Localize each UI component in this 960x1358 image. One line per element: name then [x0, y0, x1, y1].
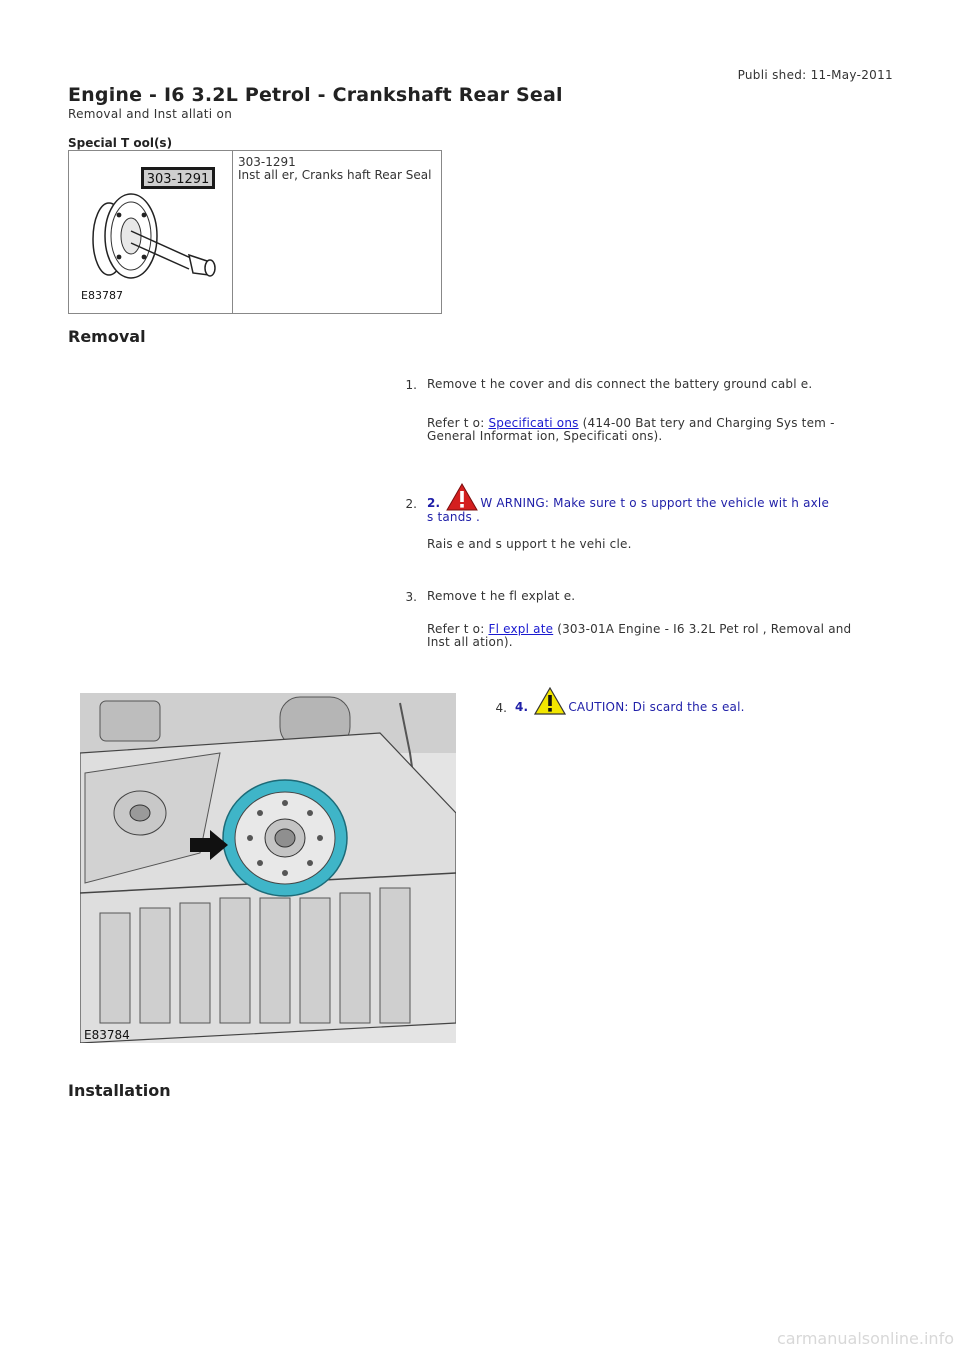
step-1-ref-line2: General Informat ion, Specificati ons).: [427, 429, 663, 443]
step-4-image: [80, 693, 456, 1043]
step-1-ref-rest: (414-00 Bat tery and Charging Sys tem -: [582, 416, 835, 430]
tool-name: Inst all er, Cranks haft Rear Seal: [238, 168, 432, 182]
special-tools-table: [68, 150, 442, 314]
specifications-link[interactable]: Specificati ons: [488, 416, 579, 430]
step-3-reference: [427, 623, 887, 649]
step-1-number: 1.: [405, 378, 417, 392]
tool-description: [238, 156, 431, 182]
published-date: Publi shed: 11-May-2011: [737, 68, 893, 82]
watermark: carmanualsonline.info: [776, 1329, 954, 1348]
step-3-number: 3.: [405, 590, 417, 604]
step-2-warning-line1: W ARNING: Make sure t o s upport the vehicle wit h axle: [480, 496, 830, 510]
step-2-bold-number: 2.: [427, 496, 441, 510]
tool-number: 303-1291: [238, 155, 296, 169]
step-2-text: Rais e and s upport t he vehi cle.: [427, 537, 632, 551]
crankshaft-seal-installer-illustration: [69, 151, 232, 313]
flexplate-link[interactable]: Fl expl ate: [488, 622, 554, 636]
removal-heading: Removal: [68, 327, 146, 346]
step-3-text: Remove t he fl explat e.: [427, 589, 576, 603]
warning-icon: [446, 483, 478, 511]
step-2-warning-line2: s tands .: [427, 510, 481, 524]
step-4-caution: [515, 687, 895, 715]
caution-icon: [534, 687, 566, 715]
step-3-ref-prefix: Refer t o:: [427, 622, 485, 636]
step-3-ref-rest: (303-01A Engine - I6 3.2L Pet rol , Removal and: [557, 622, 852, 636]
step-4-bold-number: 4.: [515, 700, 529, 714]
special-tools-heading: Special T ool(s): [68, 136, 173, 150]
step-3-ref-line2: Inst all ation).: [427, 635, 513, 649]
step-4-image-label: E83784: [84, 1028, 130, 1042]
page-subtitle: Removal and Inst allati on: [68, 107, 233, 121]
step-4-caution-text: CAUTION: Di scard the s eal.: [568, 700, 745, 714]
step-1-reference: [427, 417, 887, 443]
step-2-number: 2.: [405, 497, 417, 511]
installation-heading: Installation: [68, 1081, 171, 1100]
step-2-warning: [427, 483, 887, 524]
tool-badge-text: 303-1291: [146, 172, 210, 187]
tool-image: [69, 151, 233, 313]
page-title: Engine - I6 3.2L Petrol - Crankshaft Rear Seal: [68, 84, 563, 106]
step-1-text: Remove t he cover and dis connect the battery ground cabl e.: [427, 377, 813, 391]
step-1-ref-prefix: Refer t o:: [427, 416, 485, 430]
step-4-number: 4.: [495, 701, 507, 715]
engine-rear-seal-illustration: [80, 693, 456, 1043]
tool-image-label: E83787: [81, 289, 123, 302]
